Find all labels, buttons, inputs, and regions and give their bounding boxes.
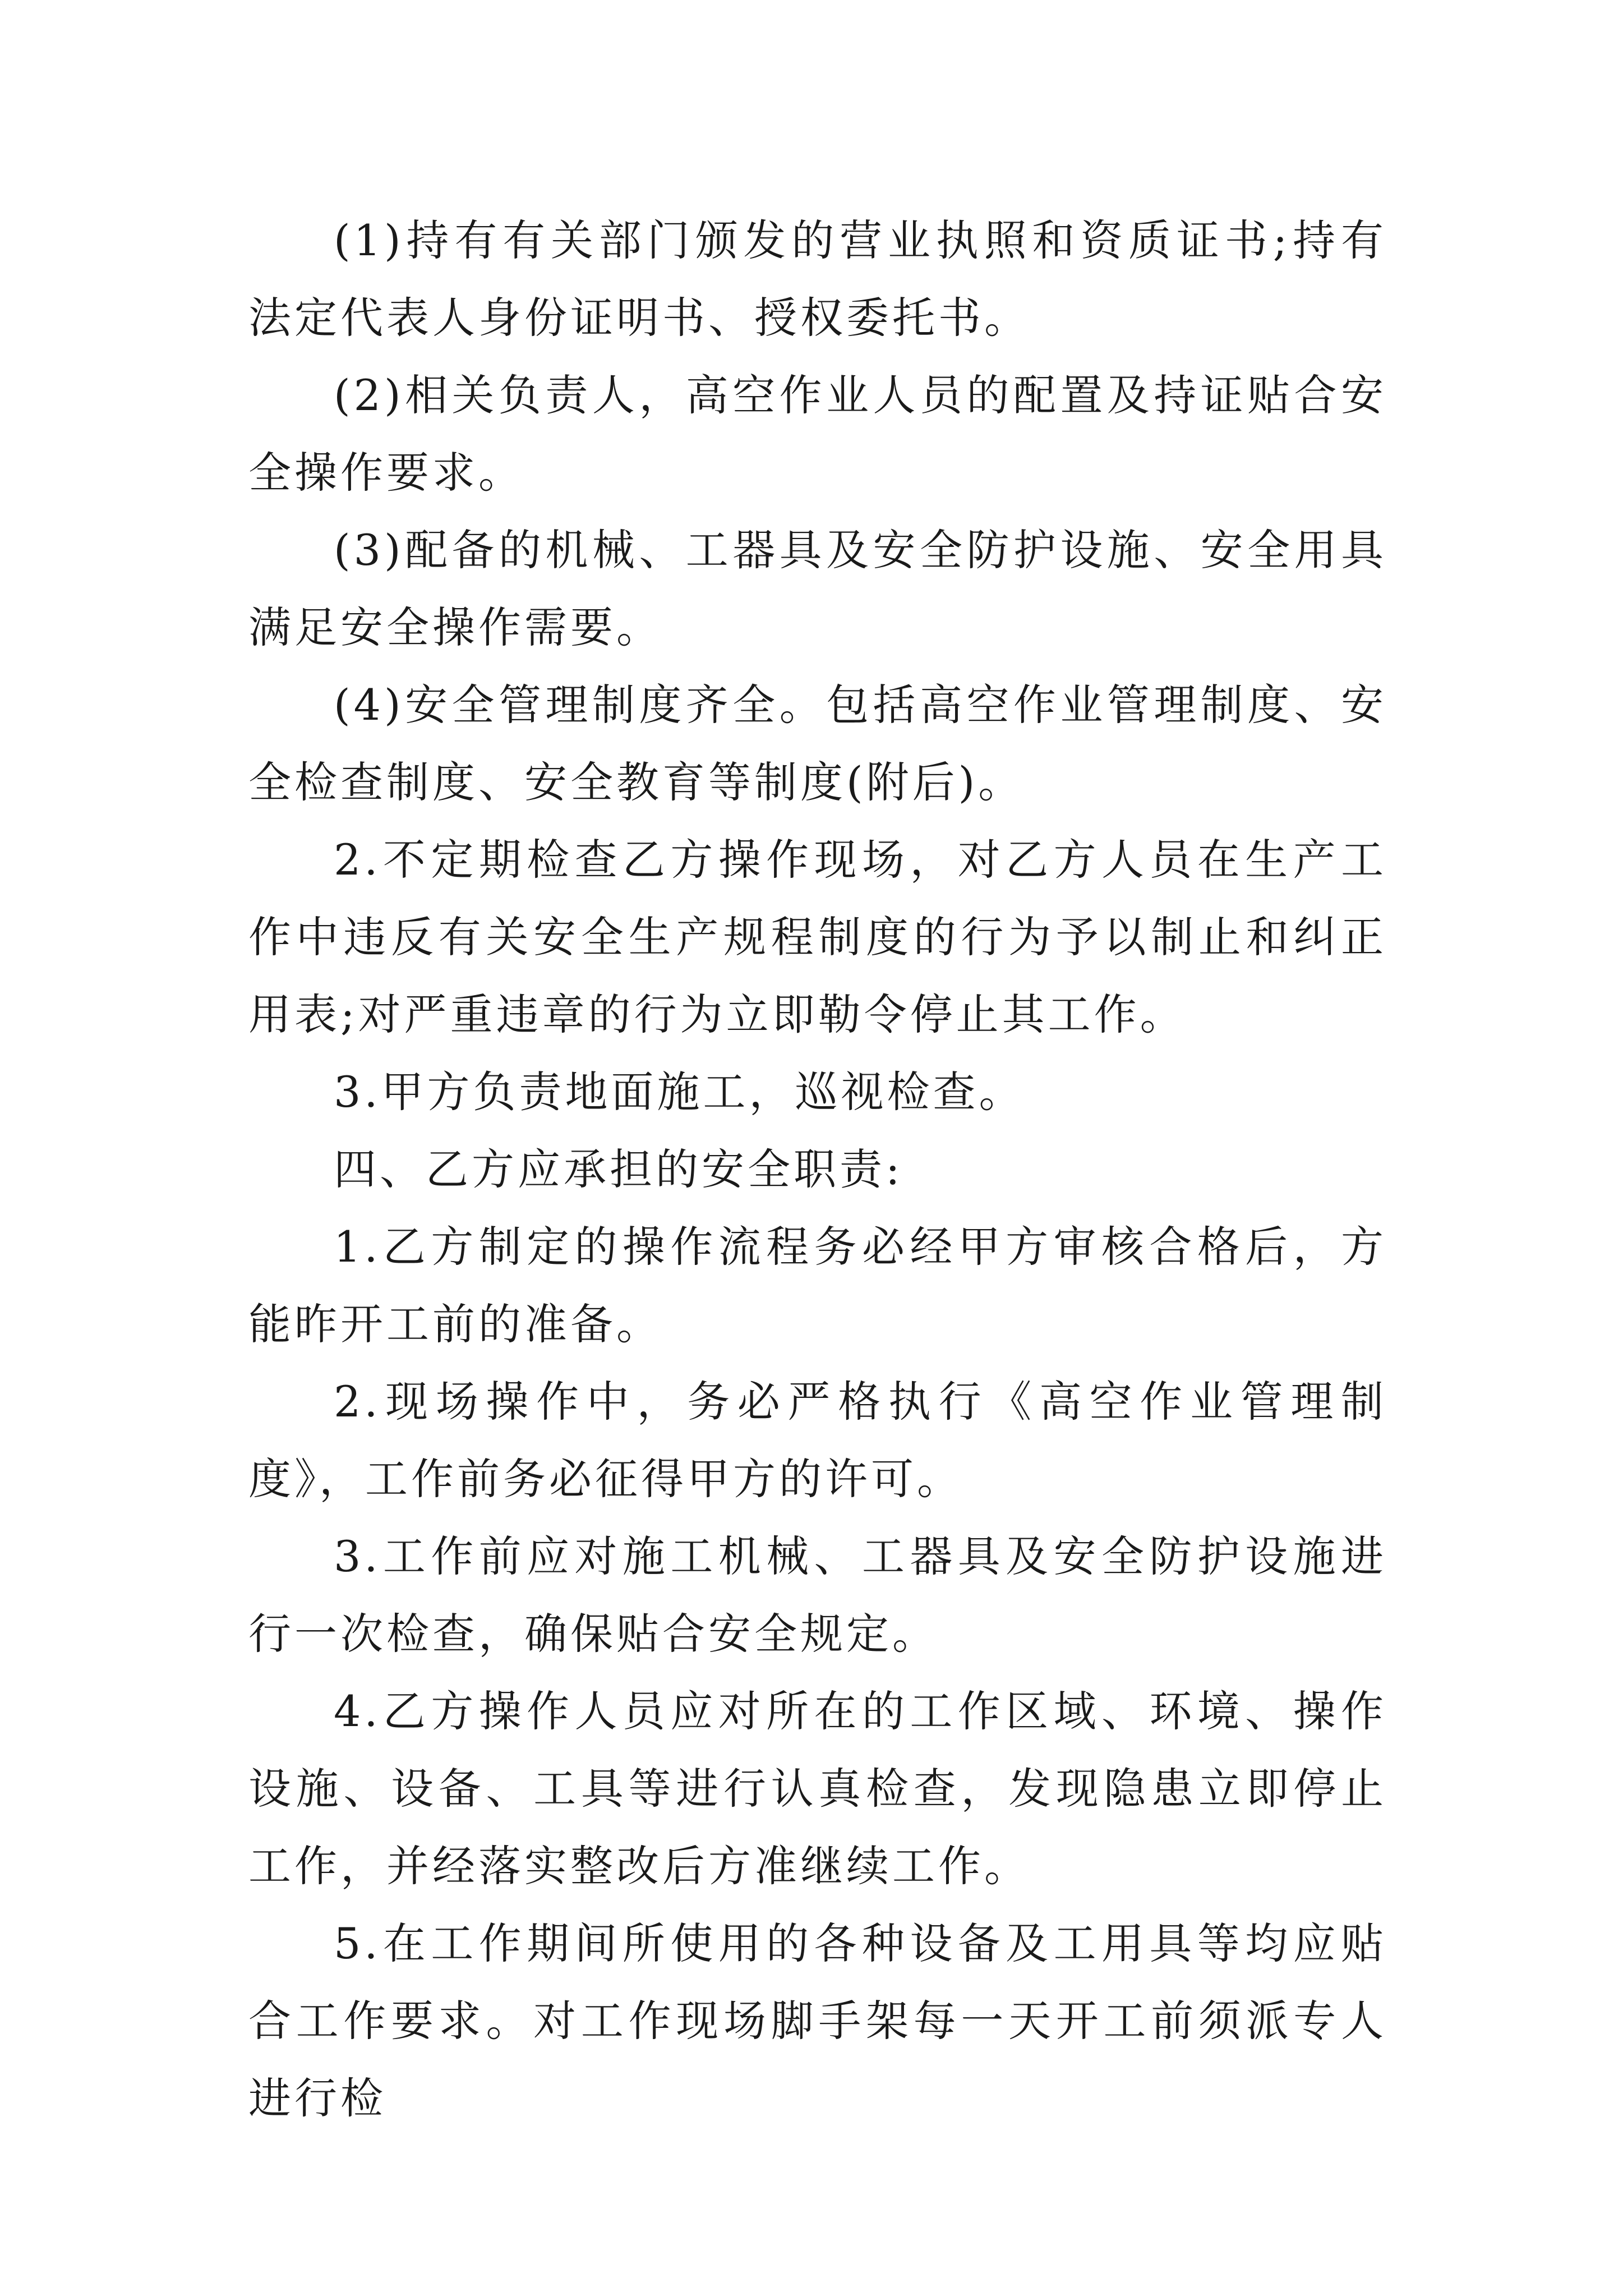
paragraph-9: 2.现场操作中，务必严格执行《高空作业管理制度》，工作前务必征得甲方的许可。 xyxy=(248,1377,1387,1504)
paragraph-4: (4)安全管理制度齐全。包括高空作业管理制度、安全检查制度、安全教育等制度(附后)。 xyxy=(248,680,1387,807)
paragraph-10: 3.工作前应对施工机械、工器具及安全防护设施进行一次检查，确保贴合安全规定。 xyxy=(248,1531,1387,1659)
paragraph-1: (1)持有有关部门颁发的营业执照和资质证书;持有法定代表人身份证明书、授权委托书。 xyxy=(248,215,1387,343)
paragraph-5: 2.不定期检查乙方操作现场，对乙方人员在生产工作中违反有关安全生产规程制度的行为予以制止和纠正用表;对严重违章的行为立即勒令停止其工作。 xyxy=(248,835,1387,1039)
paragraph-11: 4.乙方操作人员应对所在的工作区域、环境、操作设施、设备、工具等进行认真检查，发现隐患立即停止工作，并经落实整改后方准继续工作。 xyxy=(248,1686,1387,1891)
paragraph-2: (2)相关负责人，高空作业人员的配置及持证贴合安全操作要求。 xyxy=(248,370,1387,498)
paragraph-6: 3.甲方负责地面施工，巡视检查。 xyxy=(334,1067,1025,1117)
paragraph-8: 1.乙方制定的操作流程务必经甲方审核合格后，方能昨开工前的准备。 xyxy=(248,1222,1387,1349)
paragraph-3: (3)配备的机械、工器具及安全防护设施、安全用具满足安全操作需要。 xyxy=(248,525,1387,652)
document-body xyxy=(248,202,1387,2137)
section-heading-4: 四、乙方应承担的安全职责: xyxy=(334,1144,903,1194)
paragraph-12: 5.在工作期间所使用的各种设备及工用具等均应贴合工作要求。对工作现场脚手架每一天开工前须派专人进行检 xyxy=(248,1918,1387,2123)
